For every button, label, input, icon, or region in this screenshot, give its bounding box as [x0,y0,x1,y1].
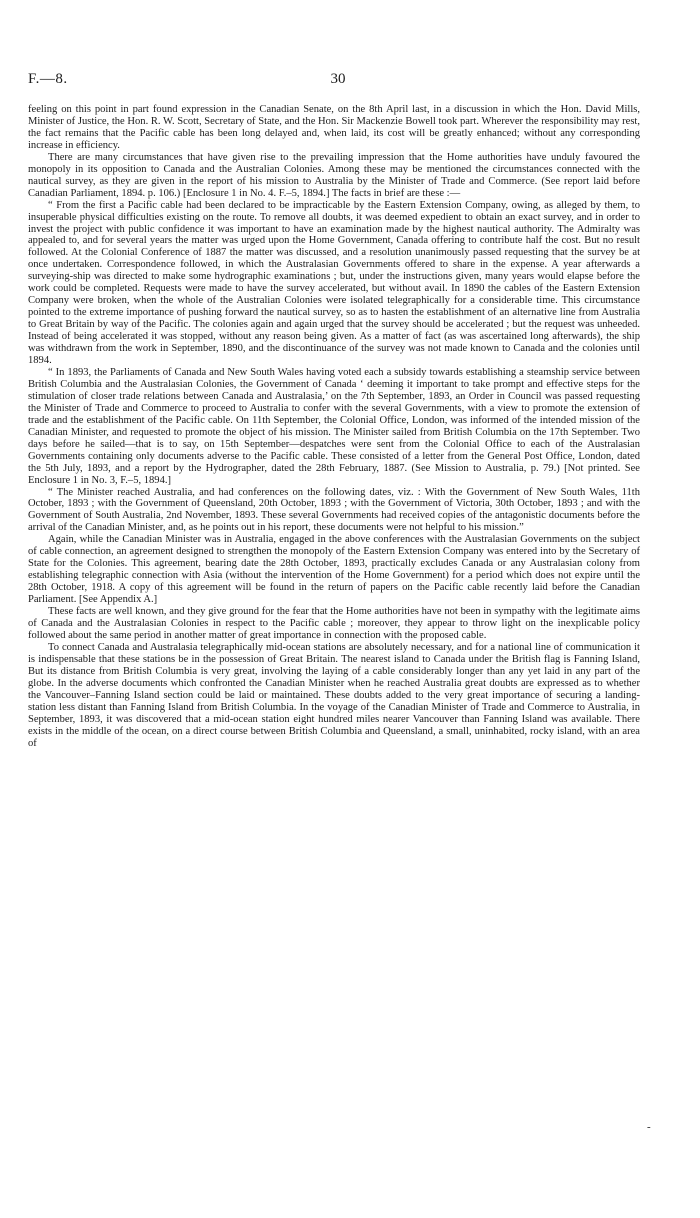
paragraph-continuation: feeling on this point in part found expression in the Canadian Senate, on the 8th April last, in a discussion in which the Hon. David Mills, Minister of Justice, the Hon. R. W. Scott, Secretary of State, and the Hon. Sir Mackenzie Bowell took part. Wherever the responsibility may rest, the fact remains that the Pacific cable has been long delayed and, when laid, its cost will be greatly enhanced; without any corresponding increase in efficiency. [28,104,640,151]
quoted-paragraph: “ The Minister reached Australia, and had conferences on the following dates, viz. : With the Government of New South Wales, 11th October, 1893 ; with the Government of Queensland, 20th October, 1893 ; with the Government of Victoria, 30th October, 1893 ; and with the Government of South Australia, 2nd November, 1893. These several Governments had received copies of the antagonistic documents before the arrival of the Canadian Minister, and, as he points out in his report, these documents were not helpful to his mission.” [28,486,640,534]
margin-mark: - [647,1121,651,1133]
quoted-paragraph: “ In 1893, the Parliaments of Canada and New South Wales having voted each a subsidy towards establishing a steamship service between British Columbia and the Australasian Colonies, the Government of Canada ‘ deeming it important to take prompt and effective steps for the stimulation of closer trade relations between Canada and Australasia,’ on the 7th September, 1893, an Order in Council was passed requesting the Minister of Trade and Commerce to proceed to Australia to confer with the several Governments, with a view to promote the extension of trade and the establishment of the Pacific cable. On 11th September, the Colonial Office, London, was informed of the intended mission of the Canadian Minister, and requested to promote the object of his mission. The Minister sailed from British Columbia on the 17th September. Two days before he sailed—that is to say, on 15th September—despatches were sent from the Colonial Office to each of the Australasian Governments containing only documents adverse to the Pacific cable. These consisted of a letter from the General Post Office, London, dated the 5th July, 1893, and a report by the Hydrographer, dated the 28th February, 1887. (See Mission to Australia, p. 79.) [Not printed. See Enclosure 1 in No. 3, F.–5, 1894.] [28,366,640,486]
page-number: 30 [330,71,346,87]
paragraph: These facts are well known, and they give ground for the fear that the Home authorities have not been in sympathy with the legitimate aims of Canada and the Australasian Colonies in respect to the Pacific cable ; moreover, they appear to throw light on the inexplicable policy followed about the same period in another matter of great importance in connection with the proposed cable. [28,606,640,641]
paragraph: Again, while the Canadian Minister was in Australia, engaged in the above conferences with the Australasian Governments on the subject of cable connection, an agreement designed to strengthen the monopoly of the Eastern Extension Company was entered into by the Secretary of State for the Colonies. This agreement, bearing date the 28th October, 1893, practically excludes Canada or any Australasian colony from establishing telegraphic connection with Asia (without the intervention of the Home Government) for a period which does not expire until the 28th October, 1918. A copy of this agreement will be found in the return of papers on the Pacific cable recently laid before the Canadian Parliament. [See Appendix A.] [28,534,640,606]
paragraph: There are many circumstances that have given rise to the prevailing impression that the Home authorities have unduly favoured the monopoly in its opposition to Canada and the Australian Colonies. Among these may be mentioned the circumstances connected with the nautical survey, as they are given in the report of his mission to Australia by the Minister of Trade and Commerce. (See report laid before Canadian Parliament, 1894. p. 106.) [Enclosure 1 in No. 4. F.–5, 1894.] The facts in brief are these :— [28,151,640,199]
quoted-paragraph: “ From the first a Pacific cable had been declared to be impracticable by the Eastern Extension Company, owing, as alleged by them, to insuperable physical difficulties existing on the route. To remove all doubts, it was deemed expedient to obtain an exact survey, and in order to invest the project with public confidence it was important to have an examination made by the highest nautical authority. The Admiralty was appealed to, and for several years the matter was urged upon the Home Government, Canada offering to contribute half the cost. But no result followed. At the Colonial Conference of 1887 the matter was discussed, and a resolution unanimously passed requesting that the survey be at once undertaken. Correspondence followed, in which the Australasian Governments offered to share in the expense. A year afterwards a surveying-ship was directed to make some hydrographic examinations ; but, under the instructions given, many years would elapse before the work could be completed. Requests were made to have the survey accelerated, but without avail. In 1890 the cables of the Eastern Extension Company were broken, when the whole of the Australian Colonies were isolated telegraphically for a considerable time. This circumstance pointed to the extreme importance of pushing forward the nautical survey, so as to hasten the establishment of an alternative line from Australia to Great Britain by way of the Pacific. The colonies again and again urged that the survey should be accelerated ; but the request was unheeded. Instead of being accelerated it was stopped, without any reason being given. As a matter of fact (as was ascertained long afterwards), the ship was withdrawn from the work in September, 1890, and the discontinuance of the survey was not made known to Canada and the colonies until 1894. [28,199,640,367]
page-header [28,71,648,91]
paragraph: To connect Canada and Australasia telegraphically mid-ocean stations are absolutely necessary, and for a national line of communication it is indispensable that these stations be in the possession of Great Britain. The nearest island to Canada under the British flag is Fanning Island, But its distance from British Columbia is very great, involving the laying of a cable considerably longer than any yet laid in any part of the globe. In the adverse documents which confronted the Canadian Minister when he reached Australia great doubts are expressed as to whether the Vancouver–Fanning Island section could be laid or maintained. These doubts added to the very great importance of securing a landing-station less distant than Fanning Island from British Columbia. In the voyage of the Canadian Minister of Trade and Commerce to Australia, in September, 1893, it was discovered that a mid-ocean station eight hundred miles nearer Vancouver than Fanning Island was available. There exists in the middle of the ocean, on a direct course between British Columbia and Queensland, a small, uninhabited, rocky island, with an area of [28,641,640,749]
body-text [28,104,640,749]
document-reference: F.—8. [28,71,68,87]
